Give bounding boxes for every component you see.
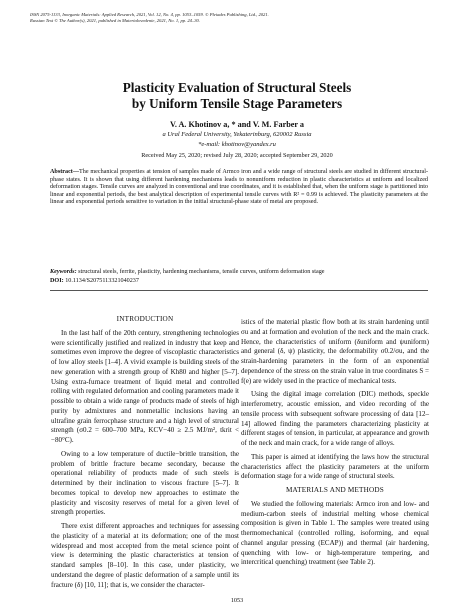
paper-title-line-1: Plasticity Evaluation of Structural Steels xyxy=(122,80,352,95)
left-column xyxy=(51,315,239,594)
separator-rule xyxy=(50,290,428,291)
intro-paragraph-continued: istics of the material plastic flow both at its strain hardening until σu and at formation and evolution of the neck and the main crack. Hence, the characteristics of uniform (δuniform and ψuniform) and general (δ, ψ) plasticity, the deformability σ0.2/σu, and the strain-hardening parameters in the form of an exponential dependence of the stress on the strain value in true coordinates S = f(e) are widely used in the practice of mechanical tests. xyxy=(241,318,429,385)
abstract-label: Abstract— xyxy=(50,169,79,175)
keywords-text: structural steels, ferrite, plasticity, hardening mechanisms, tensile curves, uniform deformation stage xyxy=(78,269,325,275)
submission-dates: Received May 25, 2020; revised July 28, 2020; accepted September 29, 2020 xyxy=(141,152,333,159)
authors: V. A. Khotinov a, * and V. M. Farber a xyxy=(169,120,305,129)
abstract xyxy=(50,169,428,207)
header-note-line-1: ISSN 2075-1133, Inorganic Materials: Applied Research, 2021, Vol. 12, No. 4, pp. 1053–1059. © Pleiades Publishing, Ltd., 2021. xyxy=(30,12,269,17)
section-heading-introduction: INTRODUCTION xyxy=(116,315,174,323)
journal-header-note xyxy=(30,12,450,24)
contact-email: *e-mail: khotinov@yandex.ru xyxy=(198,141,276,148)
keywords-label: Keywords: xyxy=(50,269,77,275)
section-heading-materials-methods: MATERIALS AND METHODS xyxy=(285,486,385,494)
intro-paragraph-3: There exist different approaches and techniques for assessing the plasticity of a material at its deformation; one of the most widespread and most accepted from the metal science point of view is determining the plastic characteristics at tension of standard samples [8–10]. In this case, under plasticity, we understand the degree of plastic deformation of a sample until its fracture (δ) [10, 11]; that is, we consider the character- xyxy=(51,522,239,589)
methods-paragraph-1: We studied the following materials: Armco iron and low- and medium-carbon steels of industrial melting whose chemical composition is given in Table 1. The samples were treated using thermomechanical (controlled rolling, isoforming, and equal channel angular pressing (ECAP)) and thermal (air hardening, quenching with low- or high-temperature tempering, and intercritical quenching) treatment (see Table 2). xyxy=(241,499,429,567)
intro-paragraph-aim: This paper is aimed at identifying the laws how the structural characteristics affect the plasticity parameters at the uniform deformation stage for a wide range of structural steels. xyxy=(241,452,429,481)
keywords xyxy=(50,269,428,276)
paper-title-line-2: by Uniform Tensile Stage Parameters xyxy=(131,96,343,111)
intro-paragraph-2: Owing to a low temperature of ductile−brittle transition, the problem of brittle fracture became secondary, because the operational reliability of products made of such steels is determined by their inclination to viscous fracture [5–7]. It becomes topical to develop new approaches to estimate the plasticity and viscosity reserves of metal for a given level of strength properties. xyxy=(51,449,239,517)
intro-paragraph-1: In the last half of the 20th century, strengthening technologies were scientifically justified and realized in industry that keep and sometimes even improve the degree of viscoplastic characteristics of low alloy steels [1–4]. A vivid example is building steels of the new generation with a strength group of Kh80 and higher [5–7]. Using extra-furnace treatment of liquid metal and controlled rolling with regulated deformation and cooling parameters made it possible to obtain a wide range of products made of steels of high purity by admixtures and nonmetallic inclusions having an ultrafine grain ferrocphase structure and a high level of structural strength (σ0.2 = 600–700 MPa, KCV−40 ≥ 2.5 MJ/m², tkrit < −80°C). xyxy=(51,328,239,444)
page-number: 1053 xyxy=(230,597,244,604)
affiliation: a Ural Federal University, Yekaterinburg, 620002 Russia xyxy=(162,131,312,138)
doi-label: DOI: xyxy=(50,278,64,284)
header-note-line-2: Russian Text © The Author(s), 2021, published in Materialovedenie, 2021, No. 1, pp. 24–30. xyxy=(30,18,201,24)
doi xyxy=(50,278,428,285)
right-column xyxy=(241,318,429,572)
doi-value[interactable]: 10.1134/S2075113321040237 xyxy=(65,278,139,284)
intro-paragraph-dic: Using the digital image correlation (DIC) methods, speckle interferometry, acoustic emission, and video recording of the tensile process with subsequent software processing of data [12–14] allowed finding the parameters characterizing plasticity at different stages of tension, in particular, at appearance and growth of the neck and main crack, for a wide range of alloys. xyxy=(241,390,429,447)
abstract-text: The mechanical properties at tension of samples made of Armco iron and a wide range of structural steels are studied in different structural-phase states. It is shown that using different hardening mechanisms leads to nonuniform reduction in plastic characteristics at uniform and localized deformation stages. Tensile curves are analyzed in conventional and true coordinates, and it is established that, when the uniform stage is partitioned into linear and exponential periods, the best analytical description of experimental tensile curves with R² = 0.99 is achieved. The plasticity parameters at the linear and exponential periods sensitive to variation in the initial structural-phase state of metal are proposed. xyxy=(50,169,428,206)
